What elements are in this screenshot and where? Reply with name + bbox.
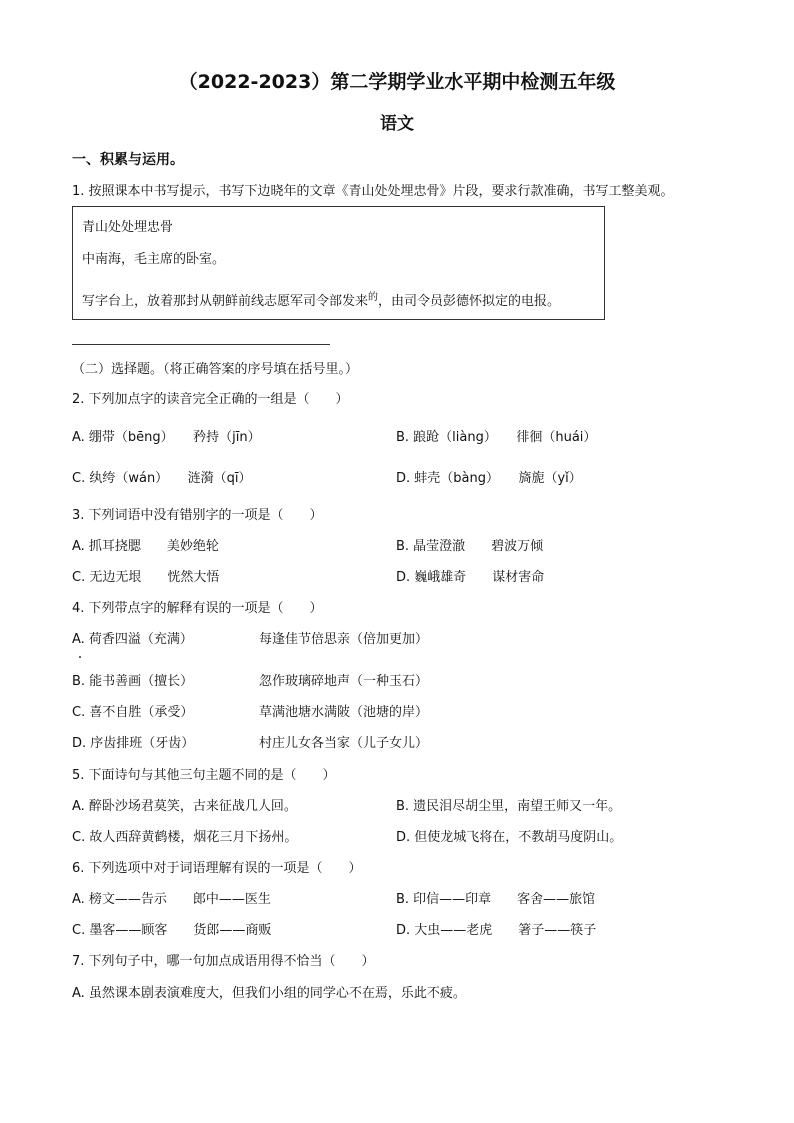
question-5-option-b: B. 遗民泪尽胡尘里，南望王师又一年。 bbox=[396, 799, 622, 814]
question-5-option-c: C. 故人西辞黄鹤楼，烟花三月下扬州。 bbox=[72, 830, 298, 845]
copy-text-raised-char: 的 bbox=[368, 292, 379, 303]
question-2-option-d: D. 蚌壳（bàng） 旖旎（yǐ） bbox=[396, 471, 582, 486]
question-3-option-a: A. 抓耳挠腮 美妙绝轮 bbox=[72, 539, 219, 554]
copy-text-line-3-part-b: ，由司令员彭德怀拟定的电报。 bbox=[378, 294, 561, 309]
question-4-option-b-right: 忽作玻璃碎地声（一种玉石） bbox=[259, 674, 429, 689]
page-title: （2022-2023）第二学期学业水平期中检测五年级 bbox=[178, 71, 616, 93]
question-6-option-c: C. 墨客——顾客 货郎——商贩 bbox=[72, 923, 272, 938]
question-6-option-b: B. 印信——印章 客舍——旅馆 bbox=[396, 892, 596, 907]
question-4-option-a-left: A. 荷香四溢（充满） bbox=[72, 632, 193, 647]
question-5-prompt: 5. 下面诗句与其他三句主题不同的是（ ） bbox=[72, 768, 336, 783]
question-4-option-c-left: C. 喜不自胜（承受） bbox=[72, 705, 194, 720]
question-4-option-c-right: 草满池塘水满陂（池塘的岸） bbox=[259, 705, 429, 720]
question-3-option-c: C. 无边无垠 恍然大悟 bbox=[72, 570, 220, 585]
copy-text-line-1: 青山处处埋忠骨 bbox=[82, 220, 174, 235]
question-4-prompt: 4. 下列带点字的解释有误的一项是（ ） bbox=[72, 601, 323, 616]
question-6-prompt: 6. 下列选项中对于词语理解有误的一项是（ ） bbox=[72, 861, 362, 876]
section-heading-2: （二）选择题。（将正确答案的序号填在括号里。） bbox=[72, 362, 359, 377]
writing-line bbox=[72, 344, 330, 345]
stray-dot-mark bbox=[79, 656, 81, 658]
copy-text-line-3-part-a: 写字台上，放着那封从朝鲜前线志愿军司令部发来 bbox=[82, 294, 369, 309]
copy-text-line-2: 中南海，毛主席的卧室。 bbox=[82, 252, 226, 267]
question-4-option-d-left: D. 序齿排班（牙齿） bbox=[72, 736, 195, 751]
copy-text-line-3 bbox=[82, 289, 560, 311]
question-2-option-b: B. 踉跄（liàng） 徘徊（huái） bbox=[396, 430, 597, 445]
question-3-option-d: D. 巍峨雄奇 谋材害命 bbox=[396, 570, 545, 585]
question-3-prompt: 3. 下列词语中没有错别字的一项是（ ） bbox=[72, 508, 323, 523]
question-4-option-a-right: 每逢佳节倍思亲（倍加更加） bbox=[259, 632, 429, 647]
question-2-prompt: 2. 下列加点字的读音完全正确的一组是（ ） bbox=[72, 392, 349, 407]
subject-title: 语文 bbox=[380, 114, 414, 134]
question-6-option-d: D. 大虫——老虎 箸子——筷子 bbox=[396, 923, 597, 938]
question-1-prompt: 1. 按照课本中书写提示，书写下边晓年的文章《青山处处埋忠骨》片段，要求行款准确，书写工整美观。 bbox=[72, 184, 674, 199]
question-3-option-b: B. 晶莹澄澈 碧波万倾 bbox=[396, 539, 544, 554]
question-6-option-a: A. 榜文——告示 郎中——医生 bbox=[72, 892, 271, 907]
question-7-prompt: 7. 下列句子中，哪一句加点成语用得不恰当（ ） bbox=[72, 954, 375, 969]
section-heading-1: 一、积累与运用。 bbox=[72, 152, 184, 168]
question-2-option-c: C. 纨绔（wán） 涟漪（qī） bbox=[72, 471, 252, 486]
question-4-option-d-right: 村庄儿女各当家（儿子女儿） bbox=[259, 736, 429, 751]
question-5-option-d: D. 但使龙城飞将在，不教胡马度阴山。 bbox=[396, 830, 623, 845]
question-4-option-b-left: B. 能书善画（擅长） bbox=[72, 674, 194, 689]
question-7-option-a: A. 虽然课本剧表演难度大，但我们小组的同学心不在焉，乐此不疲。 bbox=[72, 986, 466, 1001]
question-5-option-a: A. 醉卧沙场君莫笑，古来征战几人回。 bbox=[72, 799, 297, 814]
question-2-option-a: A. 绷带（bēng） 矜持（jīn） bbox=[72, 430, 261, 445]
